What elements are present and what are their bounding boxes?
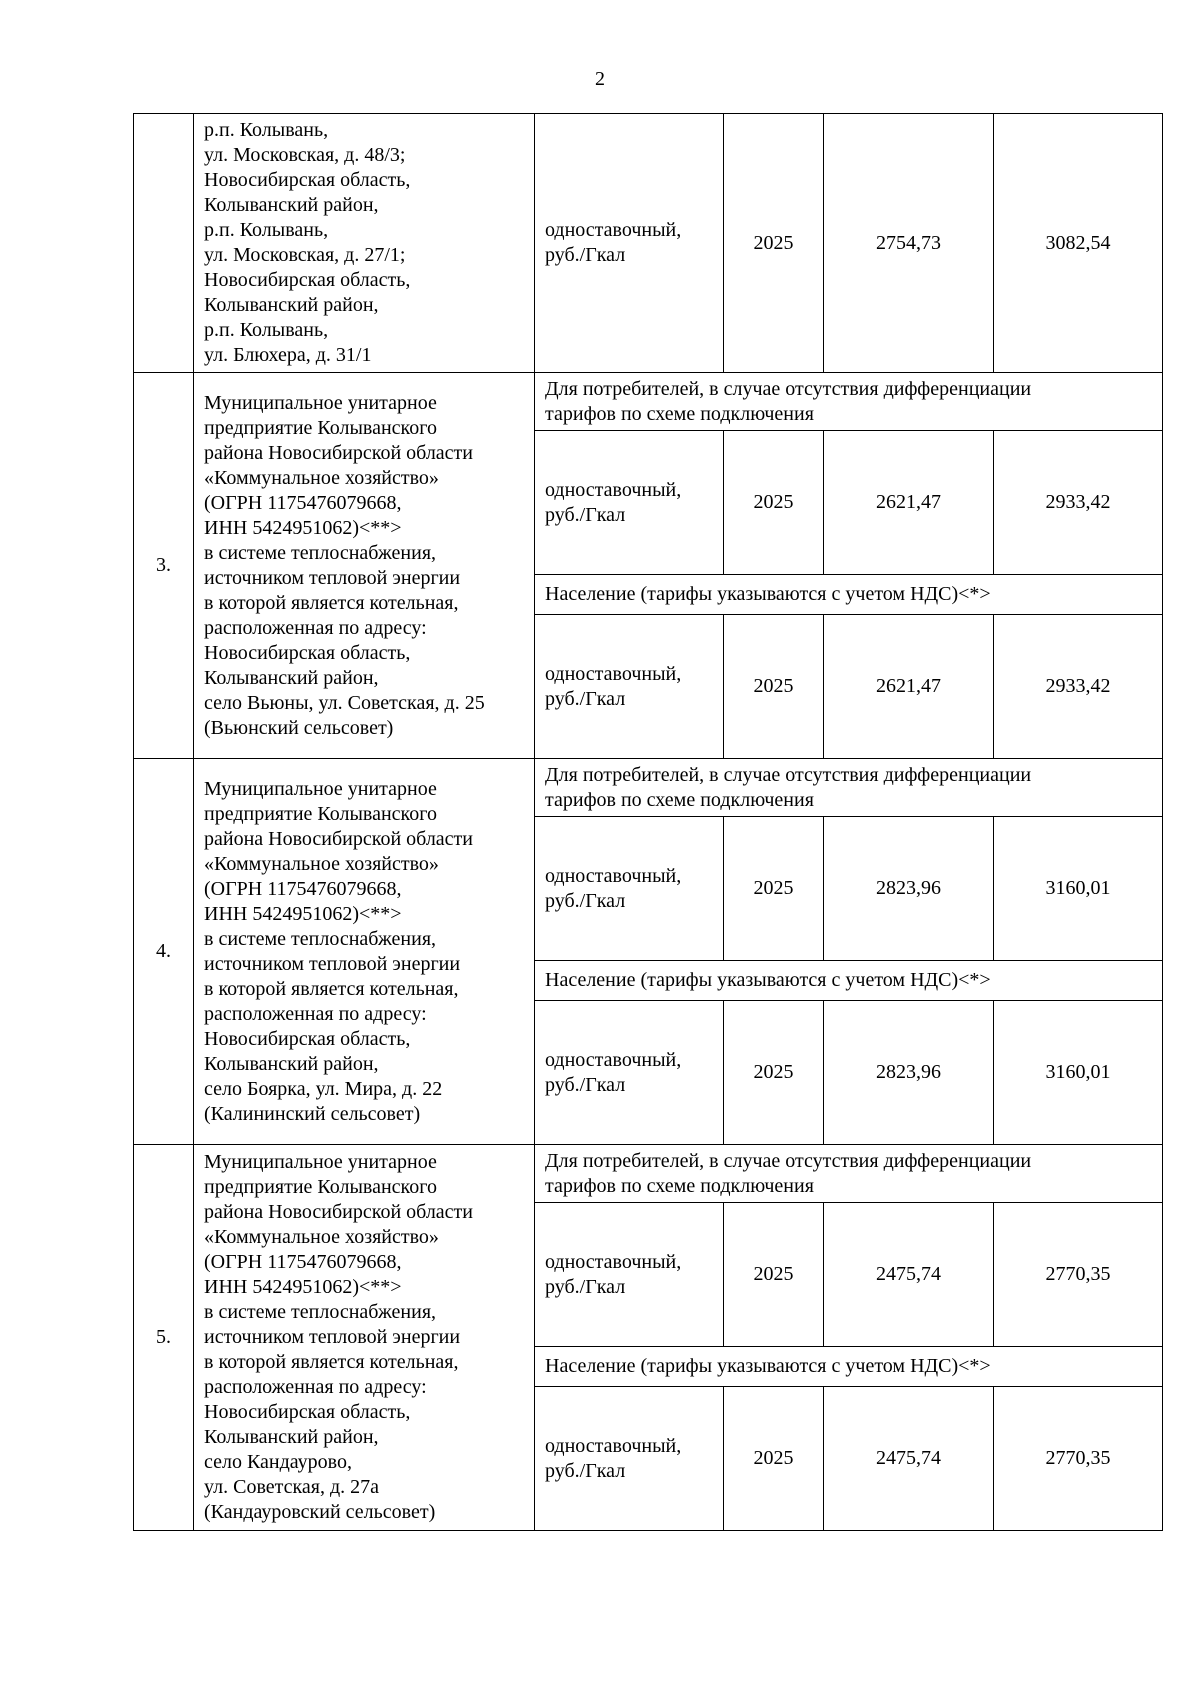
org-line: Колыванский район,: [204, 1052, 379, 1075]
tariff-type-line: одноставочный,: [545, 1048, 682, 1071]
population-header-line: Население (тарифы указываются с учетом НДС)<*>: [545, 583, 991, 605]
tariff-value-1: 2823,96: [824, 817, 994, 961]
org-line: село Кандаурово,: [204, 1451, 352, 1473]
year-cell: 2025: [724, 1203, 824, 1347]
org-line: предприятие Колыванского: [204, 802, 437, 825]
population-header: [535, 575, 1163, 615]
org-line: района Новосибирской области: [204, 827, 474, 850]
org-line: Муниципальное унитарное: [204, 777, 437, 800]
year-cell: 2025: [724, 817, 824, 961]
org-line: (ОГРН 1175476079668,: [204, 491, 402, 514]
tariff-type-line: одноставочный,: [545, 864, 682, 887]
tariff-type-line: одноставочный,: [545, 662, 682, 685]
org-line: Муниципальное унитарное: [204, 391, 437, 414]
org-line: ул. Блюхера, д. 31/1: [204, 344, 372, 366]
tariff-type-line: одноставочный,: [545, 1250, 682, 1273]
tariff-type-line: одноставочный,: [545, 219, 682, 241]
tariff-value-1: 2475,74: [824, 1387, 994, 1531]
consumers-header: [535, 1145, 1163, 1203]
org-line: Новосибирская область,: [204, 1027, 411, 1050]
tariff-value-2: 2770,35: [994, 1203, 1163, 1347]
org-line: (Кандауровский сельсовет): [204, 1501, 436, 1523]
org-line: ИНН 5424951062)<**>: [204, 1276, 402, 1298]
consumers-header-line: Для потребителей, в случае отсутствия дифференциации: [545, 377, 1032, 400]
org-line: Новосибирская область,: [204, 169, 411, 191]
tariff-type-line: руб./Гкал: [545, 1073, 626, 1096]
tariff-type-line: руб./Гкал: [545, 687, 626, 710]
org-line: р.п. Колывань,: [204, 319, 329, 341]
org-line: (ОГРН 1175476079668,: [204, 877, 402, 900]
org-line: в которой является котельная,: [204, 1351, 459, 1373]
org-line: (Вьюнский сельсовет): [204, 716, 394, 739]
tariff-type-cell: [535, 1387, 724, 1531]
tariff-value-1: 2754,73: [824, 114, 994, 373]
org-line: «Коммунальное хозяйство»: [204, 466, 439, 489]
row-number: 3.: [134, 373, 194, 759]
tariff-type-line: руб./Гкал: [545, 1275, 626, 1298]
tariff-value-2: 2933,42: [994, 431, 1163, 575]
org-line: источником тепловой энергии: [204, 952, 461, 975]
consumers-header-line: тарифов по схеме подключения: [545, 402, 814, 425]
org-line: Муниципальное унитарное: [204, 1151, 437, 1173]
tariff-type-line: одноставочный,: [545, 1434, 682, 1457]
tariff-value-2: 3082,54: [994, 114, 1163, 373]
consumers-header-line: тарифов по схеме подключения: [545, 1174, 814, 1197]
year-cell: 2025: [724, 1001, 824, 1145]
table-row-consumers-header: [134, 373, 1163, 431]
tariff-value-1: 2621,47: [824, 615, 994, 759]
consumers-header: [535, 759, 1163, 817]
population-header-line: Население (тарифы указываются с учетом НДС)<*>: [545, 1355, 991, 1377]
org-line: «Коммунальное хозяйство»: [204, 1226, 439, 1248]
tariff-type-line: руб./Гкал: [545, 889, 626, 912]
org-line: ИНН 5424951062)<**>: [204, 902, 402, 925]
org-line: Новосибирская область,: [204, 269, 411, 291]
org-line: в системе теплоснабжения,: [204, 1301, 437, 1323]
organization-cell: [194, 1145, 535, 1531]
org-line: Колыванский район,: [204, 294, 379, 316]
row-number: [134, 114, 194, 373]
row-number: 5.: [134, 1145, 194, 1531]
tariff-type-cell: [535, 114, 724, 373]
tariff-value-1: 2823,96: [824, 1001, 994, 1145]
org-line: в системе теплоснабжения,: [204, 927, 437, 950]
org-line: Колыванский район,: [204, 666, 379, 689]
population-header: [535, 961, 1163, 1001]
tariff-value-1: 2621,47: [824, 431, 994, 575]
row-number: 4.: [134, 759, 194, 1145]
population-header: [535, 1347, 1163, 1387]
org-line: источником тепловой энергии: [204, 1326, 461, 1348]
table-row-consumers-header: [134, 759, 1163, 817]
organization-cell: [194, 759, 535, 1145]
org-line: расположенная по адресу:: [204, 1376, 427, 1398]
org-line: село Вьюны, ул. Советская, д. 25: [204, 691, 485, 714]
year-cell: 2025: [724, 114, 824, 373]
tariff-type-line: руб./Гкал: [545, 244, 626, 266]
tariff-type-cell: [535, 1203, 724, 1347]
consumers-header-line: Для потребителей, в случае отсутствия дифференциации: [545, 763, 1032, 786]
consumers-header-line: Для потребителей, в случае отсутствия дифференциации: [545, 1149, 1032, 1172]
org-line: расположенная по адресу:: [204, 1002, 427, 1025]
tariff-value-2: 3160,01: [994, 817, 1163, 961]
org-line: Колыванский район,: [204, 1426, 379, 1448]
tariff-value-2: 2770,35: [994, 1387, 1163, 1531]
org-line: ул. Московская, д. 48/3;: [204, 144, 406, 166]
tariff-type-cell: [535, 817, 724, 961]
org-line: (Калининский сельсовет): [204, 1102, 421, 1125]
org-line: р.п. Колывань,: [204, 119, 329, 141]
org-line: источником тепловой энергии: [204, 566, 461, 589]
tariff-type-line: одноставочный,: [545, 478, 682, 501]
consumers-header-line: тарифов по схеме подключения: [545, 788, 814, 811]
tariff-value-2: 2933,42: [994, 615, 1163, 759]
table-row-consumers-header: [134, 1145, 1163, 1203]
org-line: (ОГРН 1175476079668,: [204, 1251, 402, 1273]
org-line: село Боярка, ул. Мира, д. 22: [204, 1077, 443, 1100]
org-line: Новосибирская область,: [204, 1401, 411, 1423]
org-line: в которой является котельная,: [204, 591, 459, 614]
org-line: района Новосибирской области: [204, 1201, 474, 1223]
org-line: ул. Московская, д. 27/1;: [204, 244, 406, 266]
org-line: ИНН 5424951062)<**>: [204, 516, 402, 539]
organization-cell: [194, 373, 535, 759]
org-line: района Новосибирской области: [204, 441, 474, 464]
consumers-header: [535, 373, 1163, 431]
tariff-value-1: 2475,74: [824, 1203, 994, 1347]
org-line: в системе теплоснабжения,: [204, 541, 437, 564]
year-cell: 2025: [724, 1387, 824, 1531]
tariff-type-cell: [535, 1001, 724, 1145]
tariff-type-line: руб./Гкал: [545, 1459, 626, 1482]
tariff-type-cell: [535, 615, 724, 759]
tariff-type-cell: [535, 431, 724, 575]
page-number: 2: [595, 68, 605, 90]
tariff-table: [133, 113, 1163, 1531]
population-header-line: Население (тарифы указываются с учетом НДС)<*>: [545, 969, 991, 991]
org-line: ул. Советская, д. 27а: [204, 1476, 380, 1498]
org-line: Колыванский район,: [204, 194, 379, 216]
organization-cell: [194, 114, 535, 373]
year-cell: 2025: [724, 431, 824, 575]
org-line: р.п. Колывань,: [204, 219, 329, 241]
org-line: предприятие Колыванского: [204, 416, 437, 439]
org-line: Новосибирская область,: [204, 641, 411, 664]
org-line: в которой является котельная,: [204, 977, 459, 1000]
org-line: расположенная по адресу:: [204, 616, 427, 639]
org-line: «Коммунальное хозяйство»: [204, 852, 439, 875]
org-line: предприятие Колыванского: [204, 1176, 437, 1198]
table-row-continuation: [134, 114, 1163, 373]
tariff-type-line: руб./Гкал: [545, 503, 626, 526]
year-cell: 2025: [724, 615, 824, 759]
tariff-value-2: 3160,01: [994, 1001, 1163, 1145]
